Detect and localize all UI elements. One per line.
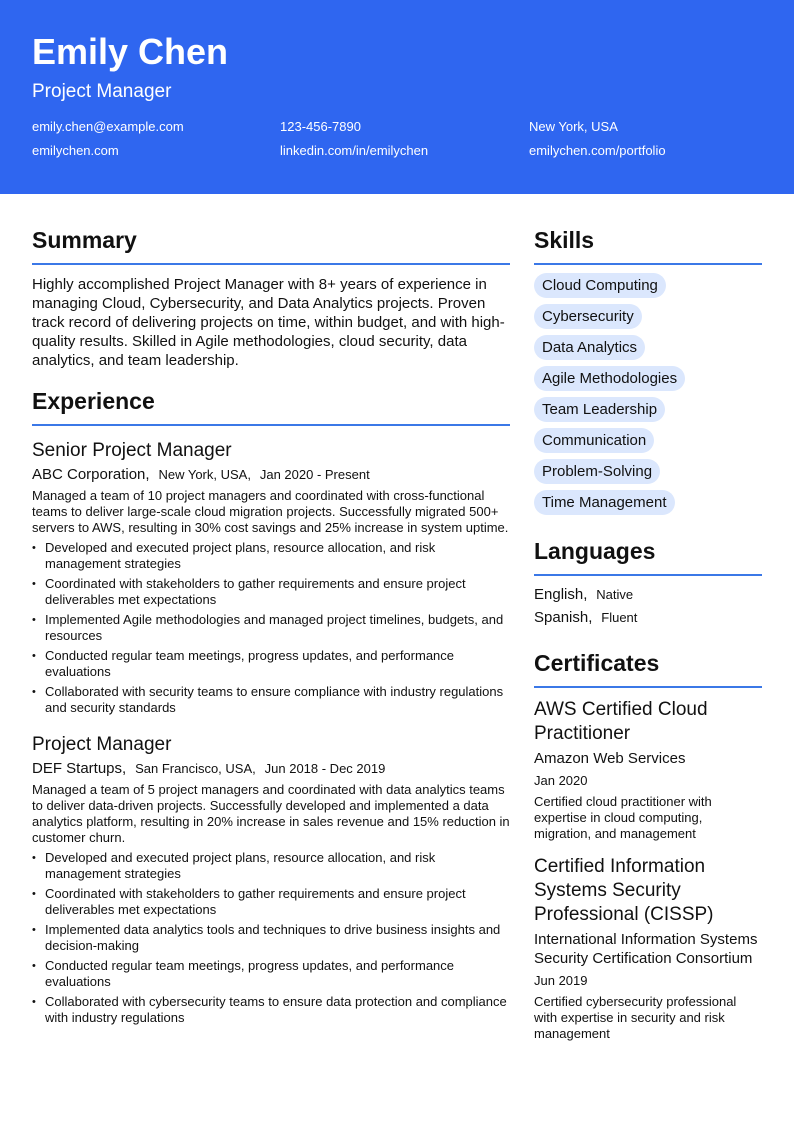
job-bullet-text: Implemented data analytics tools and techniques to drive business insights and decision-making <box>45 922 501 953</box>
job-bullet-item <box>32 994 510 1026</box>
job-dates: Jan 2020 - Present <box>259 467 370 482</box>
certificate-name: AWS Certified Cloud Practitioner <box>534 699 708 744</box>
job-bullet-item <box>32 540 510 572</box>
skill-tag: Time Management <box>534 490 675 515</box>
languages-heading: Languages <box>534 537 762 576</box>
bullet-dot-icon: • <box>32 888 36 900</box>
language-level: Fluent <box>601 610 638 625</box>
summary-heading: Summary <box>32 226 510 265</box>
job-bullet-text: Conducted regular team meetings, progress updates, and performance evaluations <box>45 958 455 989</box>
resume-body <box>0 194 794 1042</box>
skill-tag: Cybersecurity <box>534 304 642 329</box>
certificate-date: Jan 2020 <box>534 773 588 788</box>
bullet-dot-icon: • <box>32 614 36 626</box>
skill-tag: Data Analytics <box>534 335 645 360</box>
job-title: Senior Project Manager <box>32 440 232 461</box>
bullet-dot-icon: • <box>32 852 36 864</box>
job-description: Managed a team of 5 project managers and coordinated with data analytics teams to deliver data-driven projects. Successfully developed and implemented a data analytics platform, resulting in 20% increase in sales revenue and 15% reduction in customer churn. <box>32 782 510 845</box>
certificate-entry <box>534 698 762 842</box>
job-company: ABC Corporation, <box>32 466 150 483</box>
job-bullet-item <box>32 576 510 608</box>
bullet-dot-icon: • <box>32 578 36 590</box>
contact-email[interactable]: emily.chen@example.com <box>32 119 184 134</box>
job-title: Project Manager <box>32 734 172 755</box>
contact-location: New York, USA <box>529 119 618 134</box>
contact-phone[interactable]: 123-456-7890 <box>280 119 361 134</box>
bullet-dot-icon: • <box>32 924 36 936</box>
left-column <box>32 194 510 1042</box>
skills-heading: Skills <box>534 226 762 265</box>
bullet-dot-icon: • <box>32 996 36 1008</box>
job-description: Managed a team of 10 project managers and coordinated with cross-functional teams to deliver large-scale cloud migration projects. Successfully migrated 500+ servers to AWS, resulting in 30% cost savings and 25% increase in system uptime. <box>32 488 509 535</box>
job-entry <box>32 733 510 1026</box>
job-bullets <box>32 540 510 716</box>
certificate-description: Certified cloud practitioner with expertise in cloud computing, migration, and management <box>534 794 712 841</box>
job-meta <box>32 465 510 485</box>
job-bullet-text: Collaborated with cybersecurity teams to ensure data protection and compliance with industry regulations <box>45 994 507 1025</box>
skill-tag: Problem-Solving <box>534 459 660 484</box>
job-bullet-item <box>32 958 510 990</box>
job-bullet-item <box>32 684 510 716</box>
contact-portfolio[interactable]: emilychen.com/portfolio <box>529 143 666 158</box>
job-bullet-text: Developed and executed project plans, resource allocation, and risk management strategies <box>45 540 436 571</box>
bullet-dot-icon: • <box>32 686 36 698</box>
job-bullet-item <box>32 886 510 918</box>
summary-text: Highly accomplished Project Manager with 8+ years of experience in managing Cloud, Cybersecurity, and Data Analytics projects. Proven track record of delivering projects on time, within budget, and with high-quality results. Skilled in Agile methodologies, cloud security, data analytics, and team leadership. <box>32 276 505 369</box>
certificate-date: Jun 2019 <box>534 973 588 988</box>
job-bullet-item <box>32 612 510 644</box>
skill-tag: Communication <box>534 428 654 453</box>
language-item <box>534 607 762 629</box>
job-bullet-text: Collaborated with security teams to ensure compliance with industry regulations and security standards <box>45 684 504 715</box>
certificate-issuer: Amazon Web Services <box>534 750 686 767</box>
bullet-dot-icon: • <box>32 960 36 972</box>
job-company: DEF Startups, <box>32 760 127 777</box>
skill-tag: Agile Methodologies <box>534 366 685 391</box>
job-bullet-item <box>32 648 510 680</box>
certificate-name: Certified Information Systems Security Professional (CISSP) <box>534 856 714 925</box>
certificate-description: Certified cybersecurity professional with expertise in security and risk management <box>534 994 737 1041</box>
resume-header <box>0 0 794 194</box>
candidate-title: Project Manager <box>32 81 172 102</box>
skill-tag: Cloud Computing <box>534 273 666 298</box>
job-meta <box>32 759 510 779</box>
language-name: Spanish, <box>534 609 593 626</box>
right-column <box>534 194 762 1042</box>
skill-tag: Team Leadership <box>534 397 665 422</box>
candidate-name: Emily Chen <box>32 31 229 72</box>
job-location: San Francisco, USA, <box>135 761 256 776</box>
job-dates: Jun 2018 - Dec 2019 <box>264 761 386 776</box>
job-location: New York, USA, <box>158 467 251 482</box>
bullet-dot-icon: • <box>32 650 36 662</box>
contact-linkedin[interactable]: linkedin.com/in/emilychen <box>280 143 429 158</box>
certificates-heading: Certificates <box>534 649 762 688</box>
job-bullet-item <box>32 922 510 954</box>
job-bullet-text: Developed and executed project plans, resource allocation, and risk management strategies <box>45 850 436 881</box>
experience-heading: Experience <box>32 387 510 426</box>
skills-list <box>534 273 762 515</box>
contact-website[interactable]: emilychen.com <box>32 143 119 158</box>
certificates-list <box>534 698 762 1042</box>
language-item <box>534 584 762 606</box>
contact-info <box>32 118 762 160</box>
job-bullet-text: Coordinated with stakeholders to gather requirements and ensure project deliverables met expectations <box>45 886 466 917</box>
language-name: English, <box>534 586 588 603</box>
job-bullets <box>32 850 510 1026</box>
language-level: Native <box>596 587 634 602</box>
experience-list <box>32 439 510 1026</box>
languages-list <box>534 584 762 629</box>
job-entry <box>32 439 510 716</box>
certificate-issuer: International Information Systems Security Certification Consortium <box>534 931 758 967</box>
certificate-entry <box>534 855 762 1042</box>
job-bullet-text: Coordinated with stakeholders to gather requirements and ensure project deliverables met expectations <box>45 576 466 607</box>
job-bullet-text: Implemented Agile methodologies and managed project timelines, budgets, and resources <box>45 612 504 643</box>
bullet-dot-icon: • <box>32 542 36 554</box>
job-bullet-text: Conducted regular team meetings, progress updates, and performance evaluations <box>45 648 455 679</box>
job-bullet-item <box>32 850 510 882</box>
